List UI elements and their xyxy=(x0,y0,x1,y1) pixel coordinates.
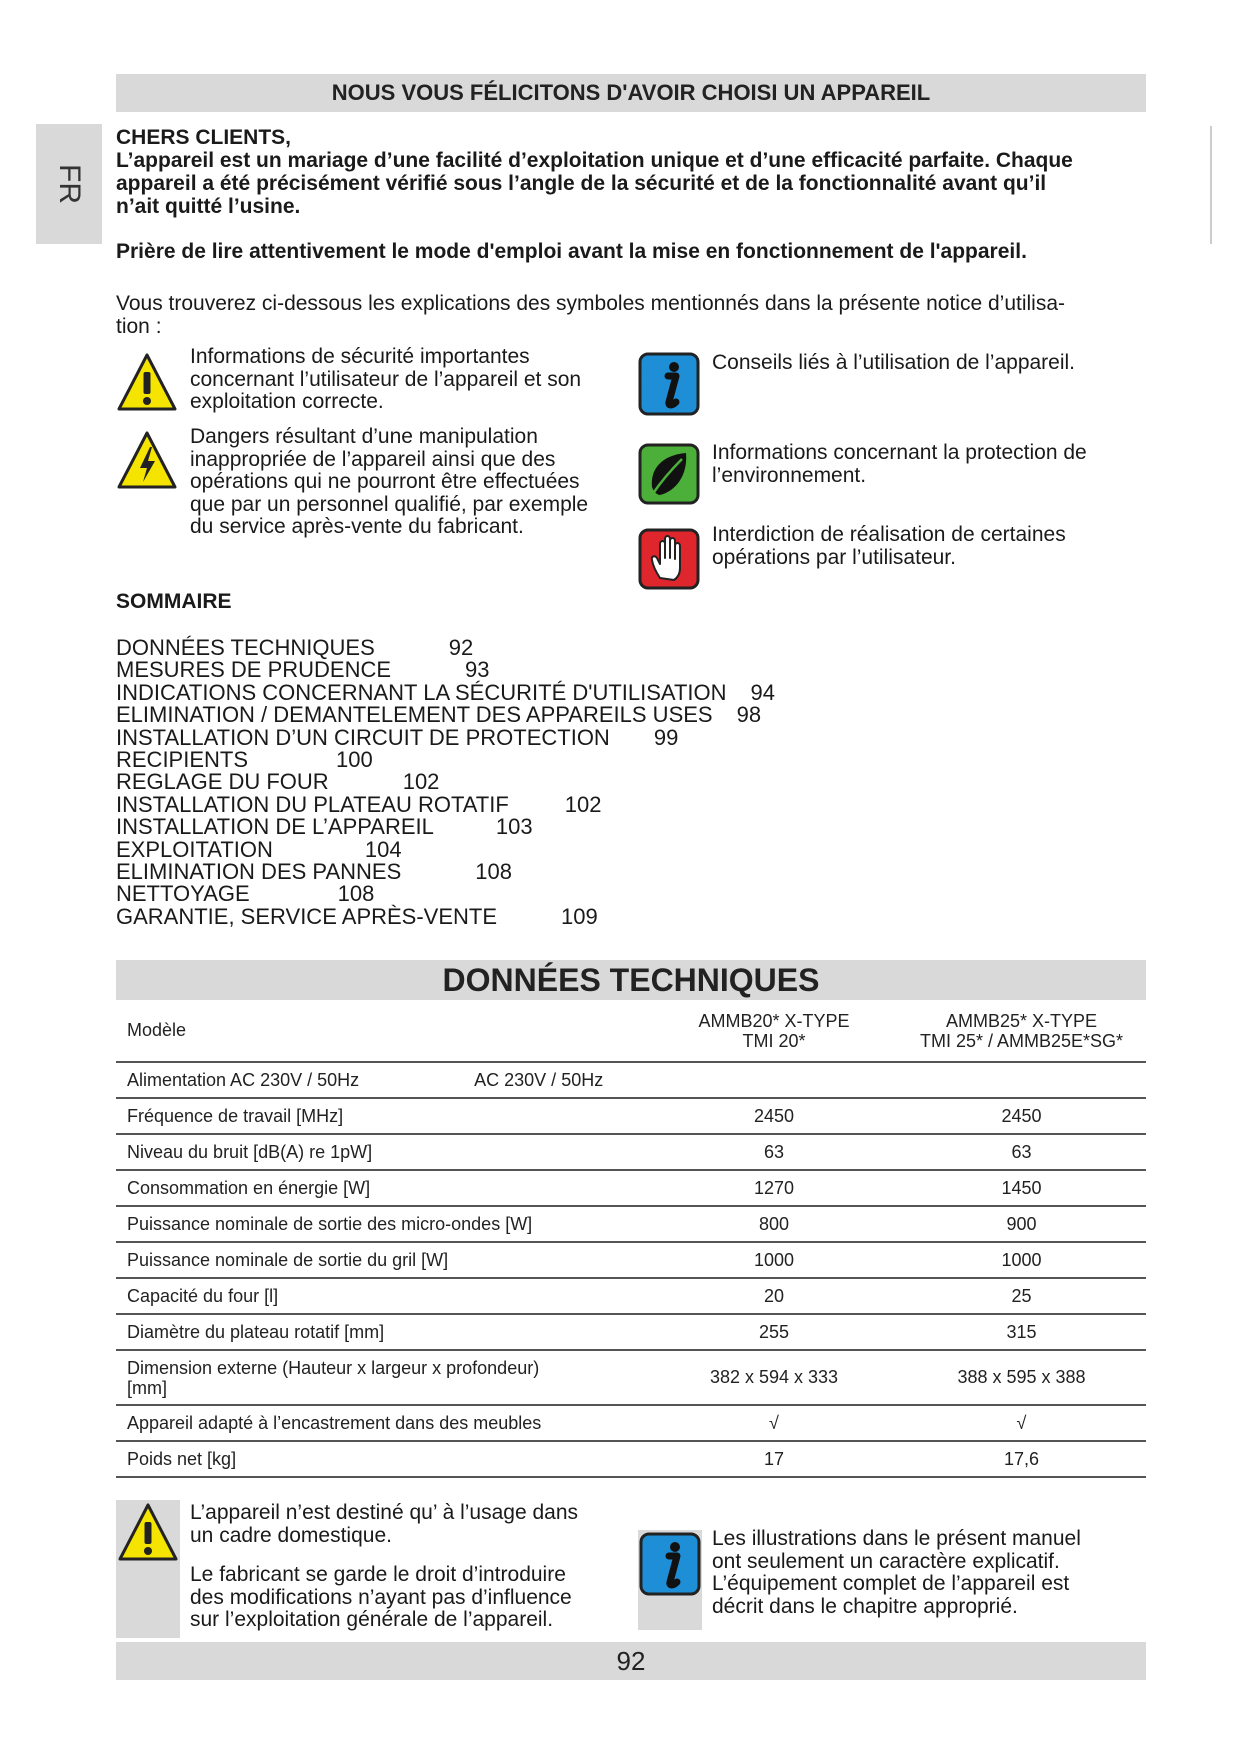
toc-item: INSTALLATION D’UN CIRCUIT DE PROTECTION 99 xyxy=(116,724,679,750)
table-row: Appareil adapté à l’encastrement dans des meubles √ √ xyxy=(116,1405,1146,1441)
tech-title: DONNÉES TECHNIQUES xyxy=(442,961,820,998)
intro-line-2: appareil a été précisément vérifié sous l’angle de la sécurité et de la fonctionnalité avant qu’il xyxy=(116,172,1047,195)
intro-line-3: n’ait quitté l’usine. xyxy=(116,195,301,218)
language-label: FR xyxy=(53,164,86,204)
toc-item: GARANTIE, SERVICE APRÈS-VENTE 109 xyxy=(116,903,598,929)
prohibition-text: Interdiction de réalisation de certaines opérations par l’utilisateur. xyxy=(712,523,1066,569)
warning-icon xyxy=(116,352,178,414)
table-row: Puissance nominale de sortie des micro-ondes [W] 800 900 xyxy=(116,1206,1146,1242)
tech-title-bar xyxy=(116,960,1146,1000)
page-number-bar xyxy=(116,1642,1146,1680)
table-row: Poids net [kg] 17 17,6 xyxy=(116,1441,1146,1477)
supply-value: AC 230V / 50Hz xyxy=(474,1069,604,1090)
toc-item: ELIMINATION / DEMANTELEMENT DES APPAREILS USES 98 xyxy=(116,702,762,728)
model-2: AMMB25* X-TYPE TMI 25* / AMMB25E*SG* xyxy=(897,1000,1146,1062)
intro-line-1: L’appareil est un mariage d’une facilité d’exploitation unique et d’une efficacité parfaite. Chaque xyxy=(116,149,1073,172)
toc-item: INSTALLATION DU PLATEAU ROTATIF 102 xyxy=(116,791,602,817)
model-1: AMMB20* X-TYPE TMI 20* xyxy=(651,1000,897,1062)
table-header-row xyxy=(116,1000,1146,1062)
table-row: Niveau du bruit [dB(A) re 1pW] 63 63 xyxy=(116,1134,1146,1170)
warning-icon xyxy=(117,1502,179,1564)
table-row: Consommation en énergie [W] 1270 1450 xyxy=(116,1170,1146,1206)
info-text: Conseils liés à l’utilisation de l’appareil. xyxy=(712,351,1076,374)
toc-item: INDICATIONS CONCERNANT LA SÉCURITÉ D'UTILISATION 94 xyxy=(116,679,775,705)
sommaire-title: SOMMAIRE xyxy=(116,590,232,613)
page-number: 92 xyxy=(616,1645,646,1676)
language-tab xyxy=(36,124,102,244)
danger-text: Dangers résultant d’une manipulation inappropriée de l’appareil ainsi que des opérations qui ne pourront être effectuées que par un personnel qualifié, par exemple du service après-vente du fabricant. xyxy=(190,425,589,538)
toc-item: EXPLOITATION 104 xyxy=(116,836,402,862)
toc-item: RECIPIENTS 100 xyxy=(116,746,373,772)
table-row: Capacité du four [l] 20 25 xyxy=(116,1278,1146,1314)
toc-item: REGLAGE DU FOUR 102 xyxy=(116,769,440,795)
footer-right-text: Les illustrations dans le présent manuel ont seulement un caractère explicatif. L’équipement complet de l’appareil est décrit dans le chapitre approprié. xyxy=(712,1527,1081,1618)
symbols-intro-line-2: tion : xyxy=(116,315,162,338)
footer-left-text: L’appareil n’est destiné qu’ à l’usage dans un cadre domestique. Le fabricant se garde le droit d’introduire des modifications n’ayant pas d’influence sur l’exploitation générale de l’appareil. xyxy=(190,1501,578,1631)
toc-item: INSTALLATION DE L’APPAREIL 103 xyxy=(116,814,533,840)
intro-block xyxy=(116,126,1146,218)
supply-label: Alimentation AC 230V / 50Hz xyxy=(127,1069,360,1090)
toc-item: MESURES DE PRUDENCE 93 xyxy=(116,657,490,683)
environment-text: Informations concernant la protection de l’environnement. xyxy=(712,441,1087,487)
stop-hand-icon xyxy=(638,528,700,590)
warning-text: Informations de sécurité importantes concernant l’utilisateur de l’appareil et son exploitation correcte. xyxy=(190,345,582,413)
table-row: Puissance nominale de sortie du gril [W] 1000 1000 xyxy=(116,1242,1146,1278)
toc-item: DONNÉES TECHNIQUES 92 xyxy=(116,635,474,660)
table-of-contents xyxy=(116,637,775,928)
leaf-icon xyxy=(638,443,700,505)
header-title: NOUS VOUS FÉLICITONS D'AVOIR CHOISI UN APPAREIL xyxy=(331,80,931,105)
model-label: Modèle xyxy=(116,1000,651,1062)
table-row: Fréquence de travail [MHz] 2450 2450 xyxy=(116,1098,1146,1134)
tech-specs-table xyxy=(116,1000,1146,1478)
symbols-intro xyxy=(116,292,1146,338)
high-voltage-icon xyxy=(116,430,178,492)
symbols-intro-line-1: Vous trouverez ci-dessous les explications des symboles mentionnés dans la présente notice d’utilisa- xyxy=(116,292,1065,315)
table-row: Dimension externe (Hauteur x largeur x profondeur) [mm] 382 x 594 x 333 388 x 595 x 388 xyxy=(116,1350,1146,1405)
toc-item: ELIMINATION DES PANNES 108 xyxy=(116,858,512,884)
table-row: Diamètre du plateau rotatif [mm] 255 315 xyxy=(116,1314,1146,1350)
read-manual-notice: Prière de lire attentivement le mode d'emploi avant la mise en fonctionnement de l'appareil. xyxy=(116,240,1027,263)
header-bar xyxy=(116,74,1146,112)
info-icon xyxy=(639,1532,701,1596)
info-icon xyxy=(638,352,700,416)
toc-item: NETTOYAGE 108 xyxy=(116,881,375,907)
greeting: CHERS CLIENTS, xyxy=(116,126,292,149)
margin-line xyxy=(1210,126,1212,244)
table-row xyxy=(116,1062,1146,1098)
